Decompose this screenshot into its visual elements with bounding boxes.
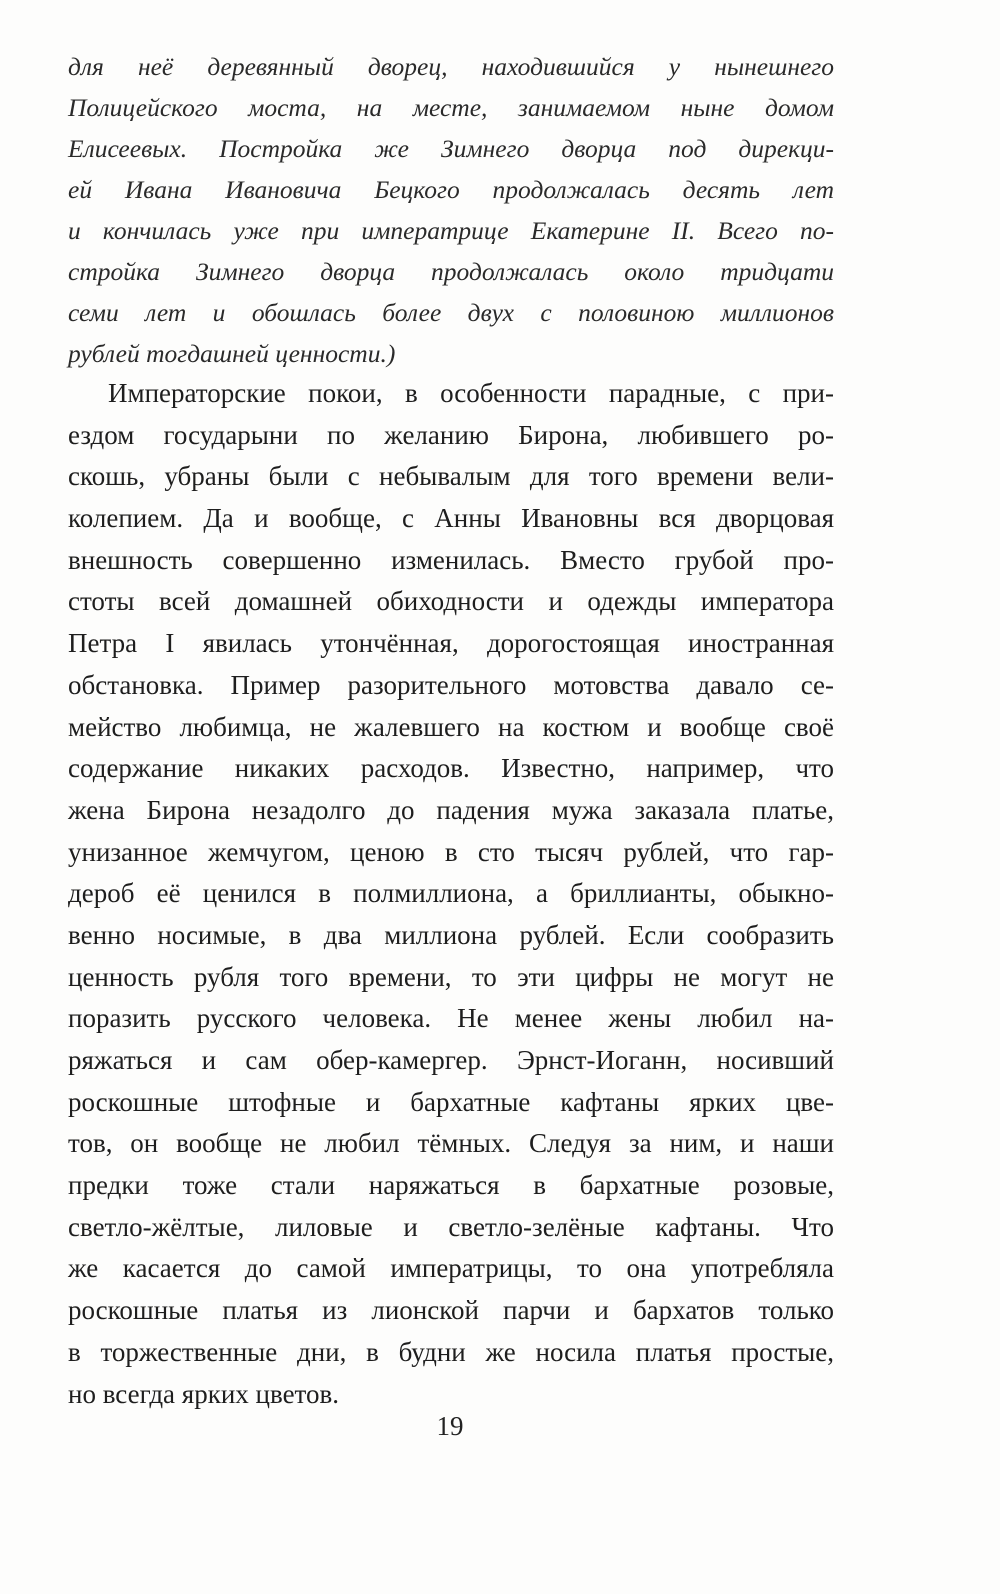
page-number: 19 (436, 1411, 464, 1441)
body-line: предки тоже стали наряжаться в бархатные розовые, (68, 1170, 834, 1201)
body-line: ценность рубля того времени, то эти цифры не могут не (68, 961, 834, 992)
body-line: роскошные платья из лионской парчи и бархатов только (68, 1295, 834, 1326)
body-line: стоты всей домашней обиходности и одежды императора (68, 586, 834, 617)
italic-quote-paragraph (68, 46, 834, 374)
quote-line: рублей тогдашней ценности.) (68, 339, 396, 368)
body-line: роскошные штофные и бархатные кафтаны ярких цве- (68, 1086, 834, 1117)
body-line: жена Бирона незадолго до падения мужа заказала платье, (68, 794, 834, 825)
quote-line: для неё деревянный дворец, находившийся у нынешнего (68, 52, 834, 81)
body-line: тов, он вообще не любил тёмных. Следуя за ним, и наши (68, 1128, 834, 1159)
quote-line: семи лет и обошлась более двух с половиною миллионов (68, 298, 834, 327)
body-line: ездом государыни по желанию Бирона, любившего ро- (68, 419, 834, 450)
quote-line: Елисеевых. Постройка же Зимнего дворца под дирекци- (68, 134, 834, 163)
quote-line: стройка Зимнего дворца продолжалась около тридцати (68, 257, 834, 286)
body-line: обстановка. Пример разорительного мотовства давало се- (68, 669, 834, 700)
quote-line: Полицейского моста, на месте, занимаемом ныне домом (68, 93, 834, 122)
quote-line: ей Ивана Ивановича Бецкого продолжалась десять лет (68, 175, 834, 204)
body-line: содержание никаких расходов. Известно, например, что (68, 753, 834, 784)
body-line: Петра I явилась утончённая, дорогостоящая иностранная (68, 628, 834, 659)
body-line: светло-жёлтые, лиловые и светло-зелёные кафтаны. Что (68, 1211, 834, 1242)
body-line: скошь, убраны были с небывалым для того времени вели- (68, 461, 834, 492)
body-line: поразить русского человека. Не менее жены любил на- (68, 1003, 834, 1034)
body-line: но всегда ярких цветов. (68, 1378, 339, 1409)
body-paragraph (68, 373, 834, 1415)
body-line: унизанное жемчугом, ценою в сто тысяч рублей, что гар- (68, 836, 834, 867)
body-line: внешность совершенно изменилась. Вместо грубой про- (68, 544, 834, 575)
body-line: ряжаться и сам обер-камергер. Эрнст-Иоганн, носивший (68, 1045, 834, 1075)
quote-line: и кончилась уже при императрице Екатерине II. Всего по- (68, 216, 834, 245)
body-line: в торжественные дни, в будни же носила платья простые, (68, 1336, 834, 1367)
body-line: венно носимые, в два миллиона рублей. Если сообразить (68, 919, 834, 950)
body-line: дероб её ценился в полмиллиона, а бриллианты, обыкно- (68, 878, 834, 909)
body-line: Императорские покои, в особенности парадные, с при- (108, 378, 834, 408)
body-line: же касается до самой императрицы, то она употребляла (68, 1253, 834, 1284)
body-line: колепием. Да и вообще, с Анны Ивановны вся дворцовая (68, 503, 834, 534)
body-line: мейство любимца, не жалевшего на костюм и вообще своё (68, 711, 834, 742)
